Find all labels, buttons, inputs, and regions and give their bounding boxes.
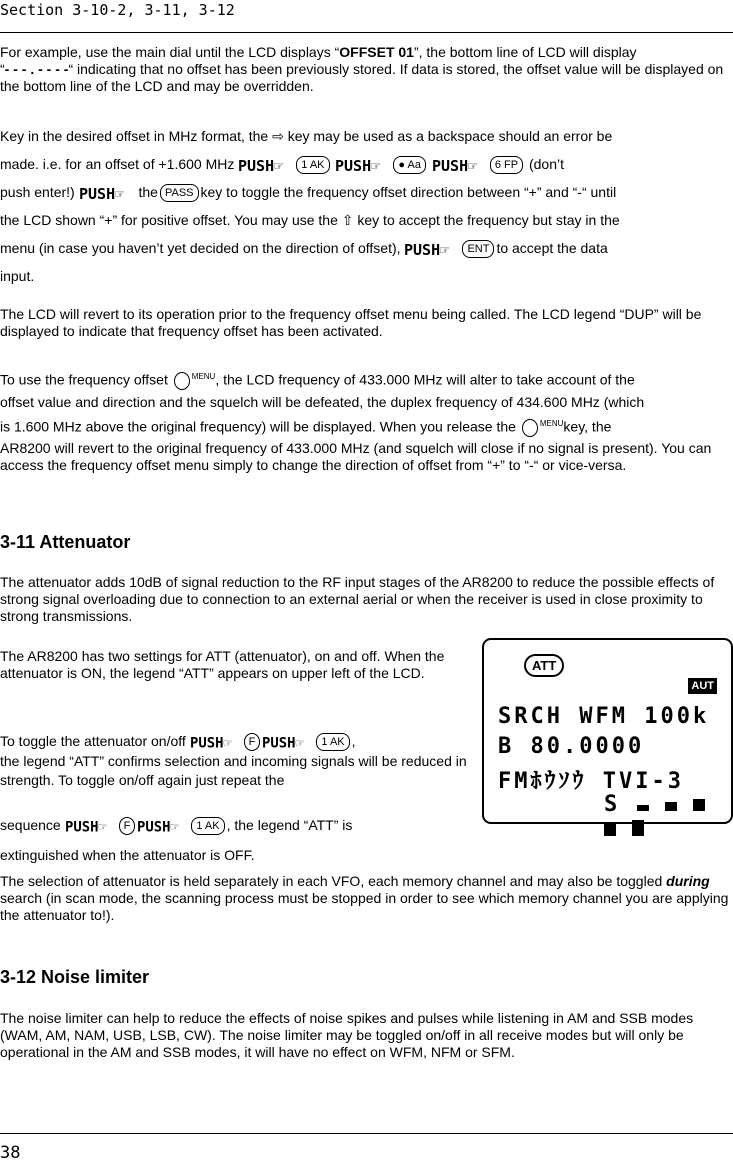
push-icon bbox=[190, 732, 242, 752]
para-noise-limiter: The noise limiter can help to reduce the effects of noise spikes and pulses while listening in AM and SSB modes (WAM, AM, NAM, USB, LSB, CW). The noise limiter may be toggled on/off in all receive modes but will only be operational in the AM and SSB modes, it will have no effect on WFM, NFM or SFM. bbox=[0, 1010, 694, 1060]
para-att-vfo: The selection of attenuator is held separately in each VFO, each memory channel and may also be toggled during search (in scan mode, the scanning process must be stopped in order to see which memory channel you are applying the attenuator to!). bbox=[0, 873, 729, 923]
push-icon bbox=[404, 239, 460, 259]
para-key-offset: Key in the desired offset in MHz format, the ⇨ key may be used as a backspace should an error be made. i.e. for an offset of +1.600 MHz PUSH☞ 1 AK PUSH☞ ● Aa PUSH☞ 6 FP (don’t push enter!) PUSH☞ the PASS key to toggle the frequency offset direction between “+” and “-“ until the LCD shown “+” for positive offset. You may use the ⇧ key to accept the frequency but stay in the menu (in case you haven’t yet decided on the direction of offset), PUSH☞ ENT to accept the data input. bbox=[0, 128, 620, 284]
func-key-icon bbox=[174, 372, 190, 390]
key-ent: ENT bbox=[462, 240, 494, 258]
push-icon bbox=[432, 155, 488, 175]
para-att-toggle: To toggle the attenuator on/off PUSH☞ F PUSH☞ 1 AK , the legend “ATT” confirms selection and incoming signals will be reduced in strength. To toggle on/off again just repeat the bbox=[0, 733, 467, 789]
para-use-offset: To use the frequency offset $^{MENU}$, the LCD frequency of 433.000 MHz will alter to take account of the offset value and direction and the squelch will be defeated, the duplex frequency of 434.600 MHz (which is 1.600 MHz above the original frequency) will be displayed. When you release the $^{MENU}$key, the bbox=[0, 366, 733, 437]
heading-noise-limiter: 3-12 Noise limiter bbox=[0, 967, 150, 987]
page-header bbox=[0, 0, 733, 33]
push-icon bbox=[137, 816, 189, 836]
para-attenuator-intro: The attenuator adds 10dB of signal reduction to the RF input stages of the AR8200 to reduce the possible effects of strong signal overloading due to connection to an external aerial or when the receiver is used in close proximity to strong transmissions. bbox=[0, 574, 715, 624]
key-6-fp: 6 FP bbox=[490, 156, 523, 174]
para-att-settings: The AR8200 has two settings for ATT (attenuator), on and off. When the attenuator is ON, the legend “ATT” appears on upper left of the LCD. bbox=[0, 648, 445, 681]
key-1-ak: 1 AK bbox=[296, 156, 329, 174]
lcd-row-frequency: B 80.0000 bbox=[498, 734, 645, 759]
lcd-row-mode: SRCH WFM 100k bbox=[498, 704, 710, 729]
svg-text:PUSH☞: PUSH☞ bbox=[431, 157, 478, 176]
page-number: 38 bbox=[0, 1143, 21, 1163]
svg-text:PUSH☞: PUSH☞ bbox=[137, 819, 180, 836]
section-heading: Section 3-10-2, 3-11, 3-12 bbox=[0, 1, 235, 19]
key-1-ak: 1 AK bbox=[316, 733, 349, 751]
push-icon bbox=[335, 155, 391, 175]
lcd-aut-legend: AUT bbox=[688, 678, 717, 694]
push-icon bbox=[238, 155, 294, 175]
lcd-att-legend: ATT bbox=[524, 654, 564, 677]
key-pass: PASS bbox=[160, 184, 199, 202]
svg-text:PUSH☞: PUSH☞ bbox=[335, 157, 381, 176]
key-dot-aa: ● Aa bbox=[393, 156, 426, 174]
push-icon bbox=[262, 732, 314, 752]
key-1-ak: 1 AK bbox=[191, 817, 224, 835]
lcd-display bbox=[482, 638, 733, 824]
heading-attenuator: 3-11 Attenuator bbox=[0, 532, 131, 552]
lcd-row-label: FMﾎｳｿｳ TVI-3 bbox=[498, 769, 684, 794]
svg-text:PUSH☞: PUSH☞ bbox=[404, 241, 450, 260]
push-icon bbox=[79, 183, 135, 203]
push-icon bbox=[65, 816, 117, 836]
key-f: F bbox=[244, 733, 261, 751]
svg-text:PUSH☞: PUSH☞ bbox=[262, 735, 305, 752]
svg-text:PUSH☞: PUSH☞ bbox=[64, 819, 107, 836]
footer-rule bbox=[0, 1133, 733, 1134]
svg-text:PUSH☞: PUSH☞ bbox=[78, 185, 124, 204]
func-key-icon bbox=[522, 419, 538, 437]
svg-text:PUSH☞: PUSH☞ bbox=[238, 157, 284, 176]
para-att-sequence: sequence PUSH☞ F PUSH☞ 1 AK , the legend “ATT” is extinguished when the attenuator is OFF. bbox=[0, 817, 353, 863]
svg-text:PUSH☞: PUSH☞ bbox=[189, 735, 232, 752]
para-release-key: AR8200 will revert to the original frequency of 433.000 MHz (and squelch will close if no signal is present). You can access the frequency offset menu simply to change the direction of offset from “+” to “-“ or vice-versa. bbox=[0, 440, 712, 473]
lcd-smeter: S bbox=[604, 792, 731, 842]
para-offset-display: For example, use the main dial until the LCD displays “OFFSET 01”, the bottom line of LCD will display “- - - . - - - -“ indicating that no offset has been previously stored. If data is stored, the offset value will be displayed on the bottom line of the LCD and may be overridden. bbox=[0, 44, 724, 94]
para-dup-legend: The LCD will revert to its operation prior to the frequency offset menu being called. The LCD legend “DUP” will be displayed to indicate that frequency offset has been activated. bbox=[0, 306, 702, 339]
key-f: F bbox=[119, 817, 136, 835]
